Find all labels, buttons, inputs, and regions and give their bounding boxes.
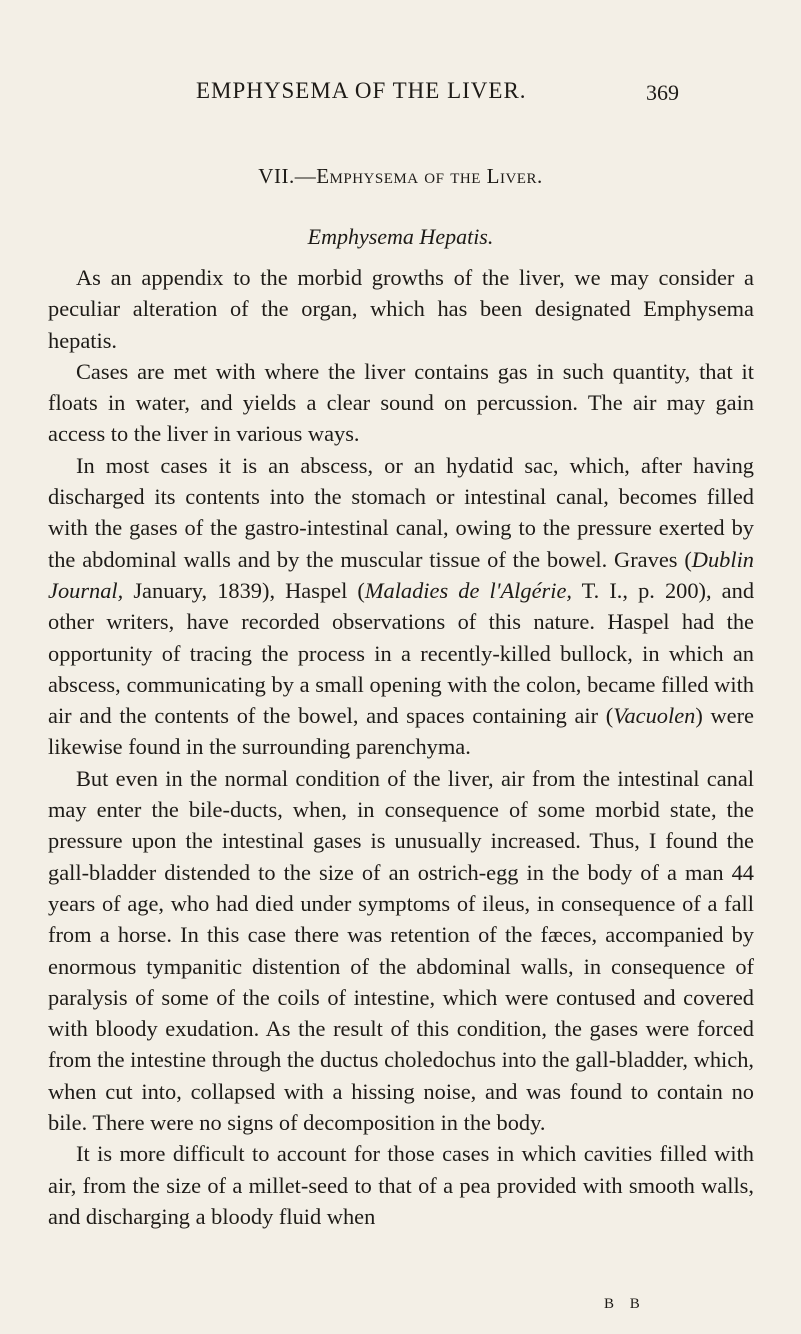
paragraph-2: Cases are met with where the liver contains gas in such quantity, that it floats in water, and yields a clear sound on percussion. The air may gain access to the liver in various ways. (48, 358, 754, 447)
paragraph-4: But even in the normal condition of the liver, air from the intestinal canal may enter the bile-ducts, when, in consequence of some morbid state, the pressure upon the intestinal gases is unusually increased. Thus, I found the gall-bladder distended to the size of an ostrich-egg in the body of a man 44 years of age, who had died under symptoms of ileus, in consequence of a fall from a horse. In this case there was retention of the fæces, accompanied by enormous tympanitic distention of the abdominal walls, in consequence of paralysis of some of the coils of intestine, which were contused and covered with bloody exudation. As the result of this condition, the gases were forced from the intestine through the ductus choledochus into the gall-bladder, which, when cut into, collapsed with a hissing noise, and was found to contain no bile. There were no signs of decomposition in the body. (48, 765, 754, 1136)
paragraph-1: As an appendix to the morbid growths of the liver, we may consider a peculiar alteration of the organ, which has been designated Emphysema hepatis. (48, 265, 754, 353)
term-vacuolen: Vacuolen (613, 703, 696, 729)
paragraph-3-text-4: ) were likewise found in the surrounding parenchyma. (48, 703, 754, 760)
page-number: 369 (646, 80, 679, 105)
paragraph-3 (48, 450, 754, 763)
paragraph-5: It is more difficult to account for those cases in which cavities filled with air, from the size of a millet-seed to that of a pea provided with smooth walls, and discharging a bloody fluid when (48, 1141, 754, 1229)
citation-dublin-journal: Dublin Journal, (48, 546, 754, 603)
paragraph-3-text-3: T. I., p. 200), and other writers, have recorded observations of this nature. Haspel had the opportunity of tracing the process in a recently-killed bullock, in which an abscess, communicating by a small opening with the colon, became filled with air and the contents of the bowel, and spaces containing air ( (48, 577, 755, 729)
body-text (48, 262, 754, 1232)
paragraph-3-text-2: January, 1839), Haspel ( (123, 577, 365, 603)
section-subheading: Emphysema Hepatis. (307, 224, 494, 249)
section-heading: VII.—Emphysema of the Liver. (258, 164, 543, 188)
signature-mark: B B (604, 1296, 646, 1312)
running-title: EMPHYSEMA OF THE LIVER. (196, 78, 527, 103)
citation-maladies-algerie: Maladies de l'Algérie, (364, 577, 572, 603)
paragraph-3-text-1: In most cases it is an abscess, or an hydatid sac, which, after having discharged its contents into the stomach or intestinal canal, becomes filled with the gases of the gastro-intestinal canal, owing to the pressure exerted by the abdominal walls and by the muscular tissue of the bowel. Graves ( (48, 452, 754, 572)
